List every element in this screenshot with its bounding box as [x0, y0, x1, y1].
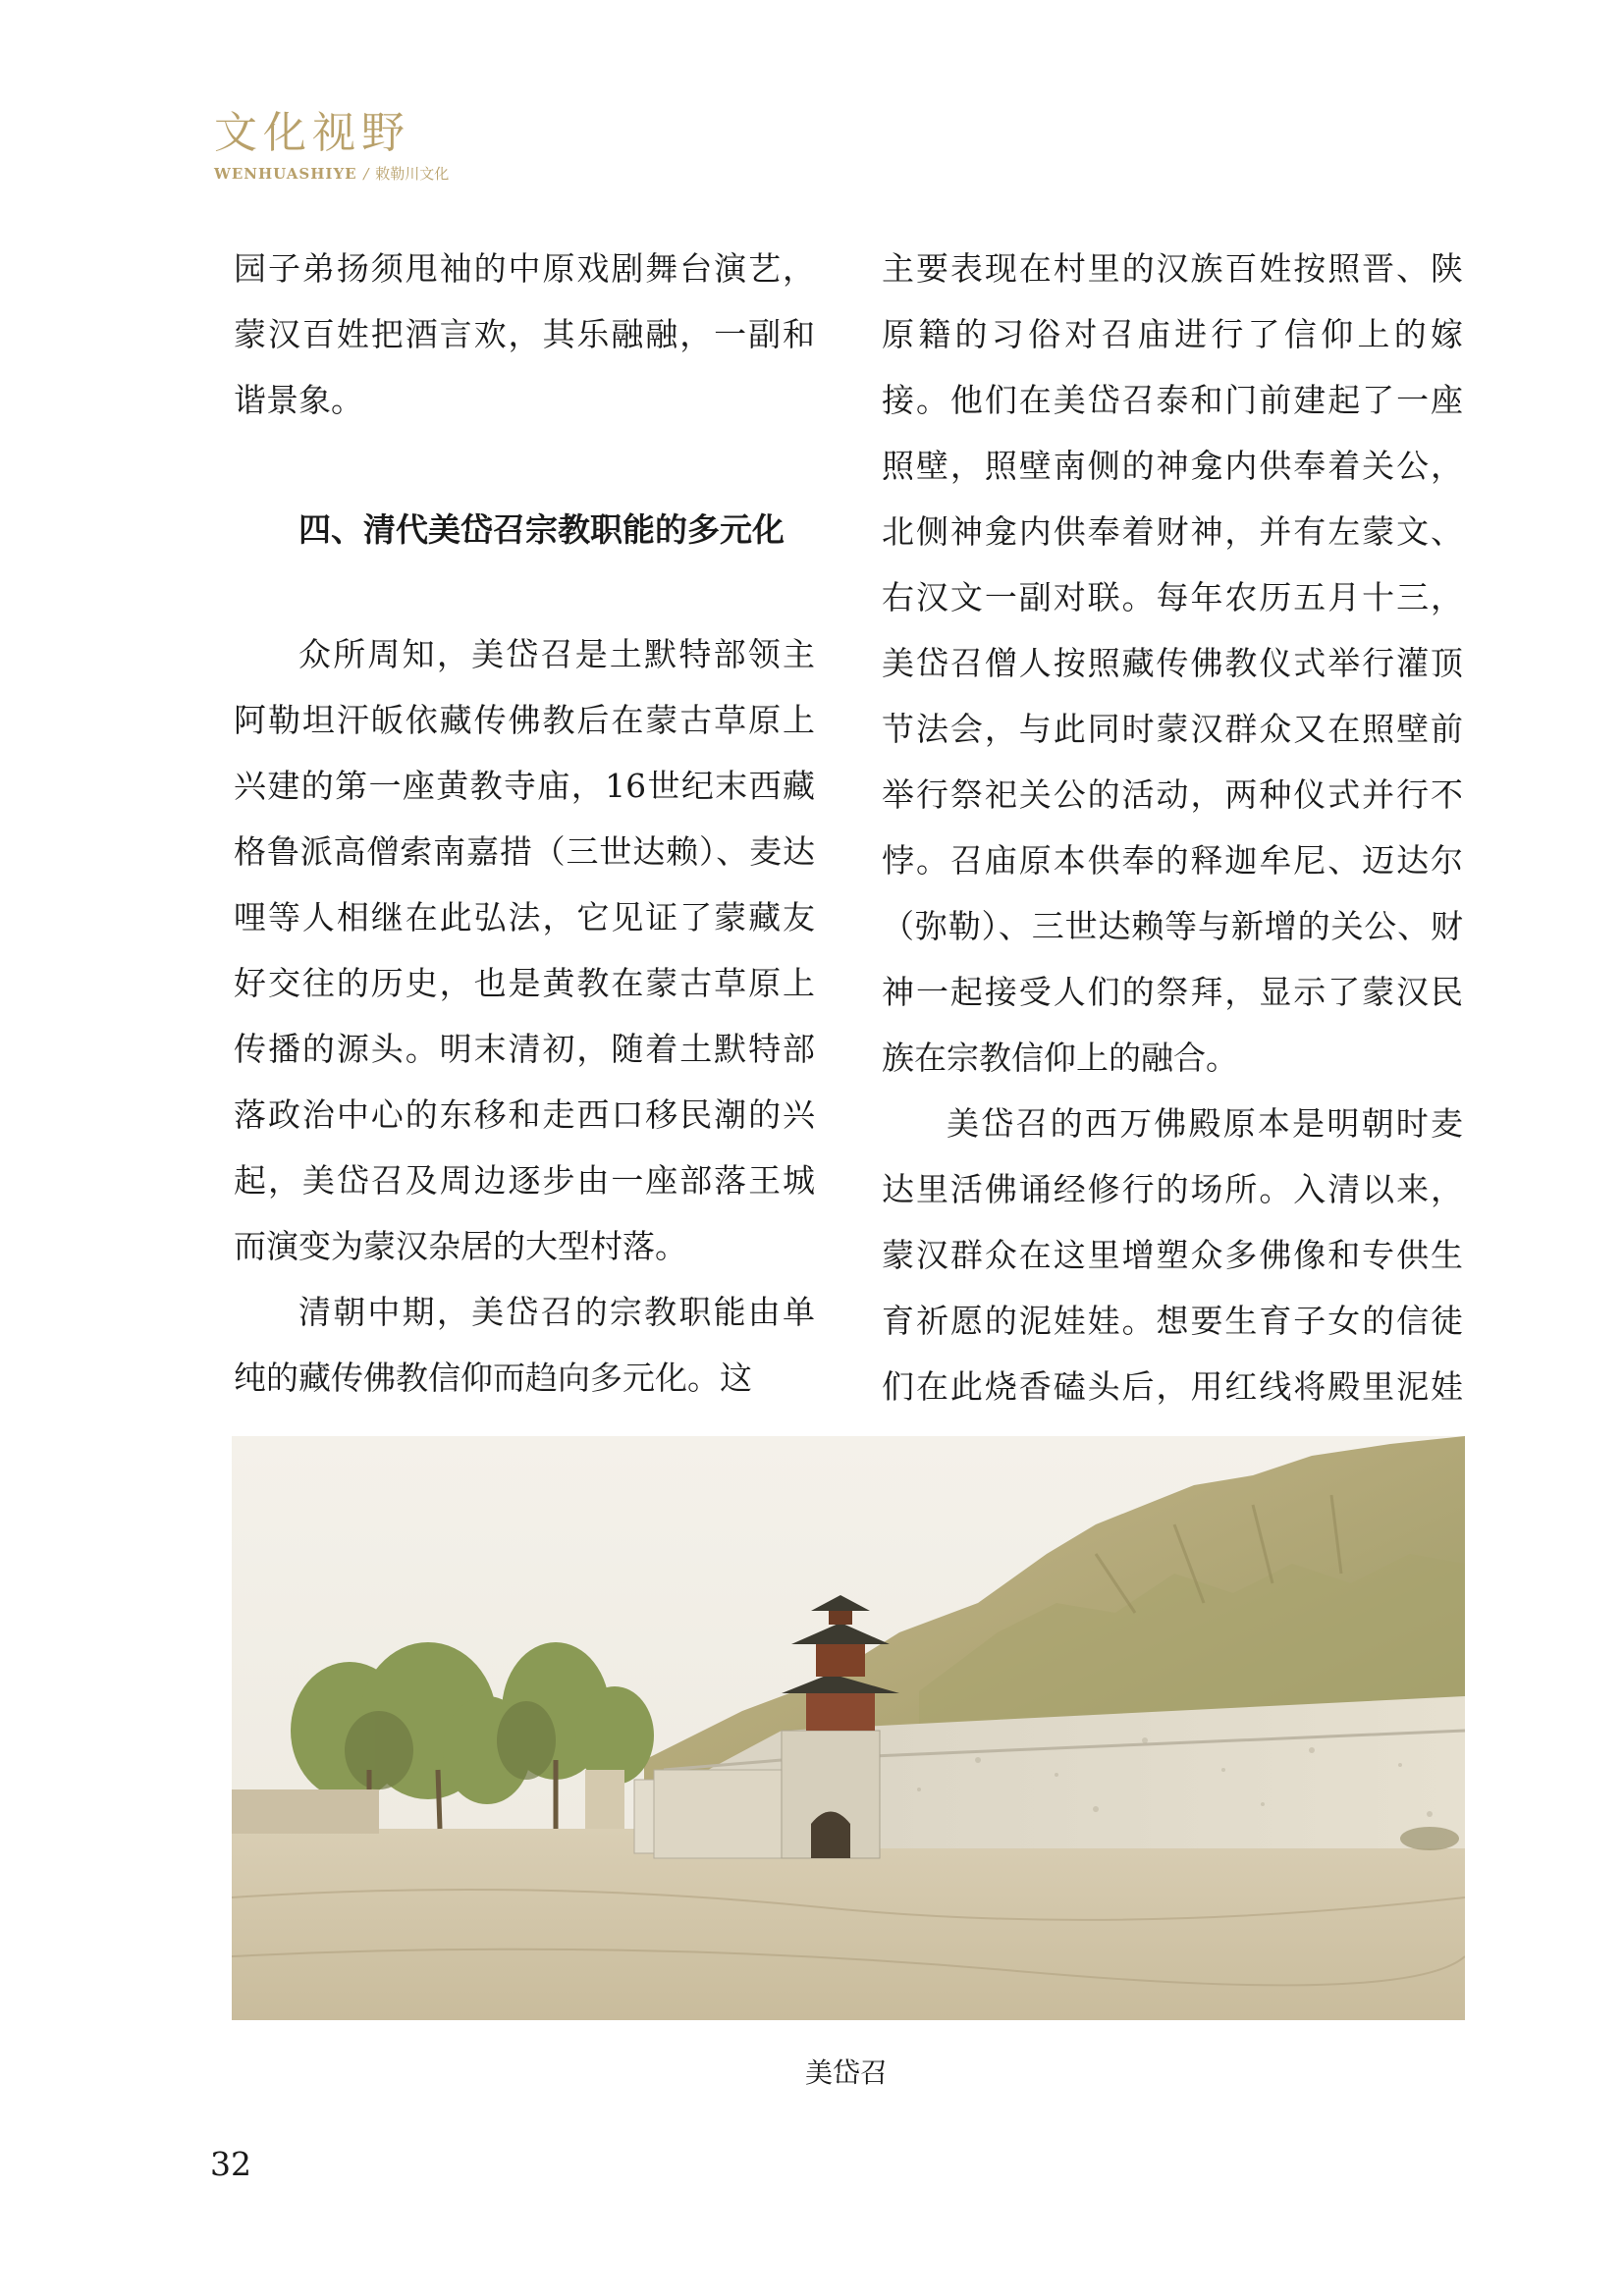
paragraph: 美岱召的西万佛殿原本是明朝时麦达里活佛诵经修行的场所。入清以来，蒙汉群众在这里增塑众多佛像和专供生育祈愿的泥娃娃。想要生育子女的信徒们在此烧香磕头后，用红线将殿里泥娃: [882, 1104, 1463, 1406]
section-separator: /: [363, 165, 369, 183]
section-subtitle-cn: 敕勒川文化: [375, 165, 450, 183]
section-title-en: WENHUASHIYE: [214, 165, 357, 183]
paragraph: 清朝中期，美岱召的宗教职能由单纯的藏传佛教信仰而趋向多元化。这: [234, 1293, 815, 1397]
right-column: [882, 236, 1463, 1485]
section-heading: 四、清代美岱召宗教职能的多元化: [298, 510, 785, 549]
section-title: 文化视野: [214, 108, 410, 158]
figure-caption: 美岱召: [804, 2056, 888, 2089]
page-number: 32: [210, 2145, 251, 2183]
section-header: [214, 108, 449, 184]
left-column: [234, 236, 815, 1411]
section-subtitle: [214, 163, 449, 184]
paragraph: 众所周知，美岱召是土默特部领主阿勒坦汗皈依藏传佛教后在蒙古草原上兴建的第一座黄教寺庙，16世纪末西藏格鲁派高僧索南嘉措（三世达赖）、麦达哩等人相继在此弘法，它见证了蒙藏友好交往的历史，也是黄教在蒙古草原上传播的源头。明末清初，随着土默特部落政治中心的东移和走西口移民潮的兴起，美岱召及周边逐步由一座部落王城而演变为蒙汉杂居的大型村落。: [234, 635, 815, 1265]
paragraph: 园子弟扬须甩袖的中原戏剧舞台演艺，蒙汉百姓把酒言欢，其乐融融，一副和谐景象。: [234, 249, 815, 419]
paragraph: 主要表现在村里的汉族百姓按照晋、陕原籍的习俗对召庙进行了信仰上的嫁接。他们在美岱召泰和门前建起了一座照壁，照壁南侧的神龛内供奉着关公，北侧神龛内供奉着财神，并有左蒙文、右汉文一副对联。每年农历五月十三，美岱召僧人按照藏传佛教仪式举行灌顶节法会，与此同时蒙汉群众又在照壁前举行祭祀关公的活动，两种仪式并行不悖。召庙原本供奉的释迦牟尼、迈达尔（弥勒）、三世达赖等与新增的关公、财神一起接受人们的祭拜，显示了蒙汉民族在宗教信仰上的融合。: [882, 249, 1463, 1077]
temple-photo: [232, 1436, 1465, 2020]
